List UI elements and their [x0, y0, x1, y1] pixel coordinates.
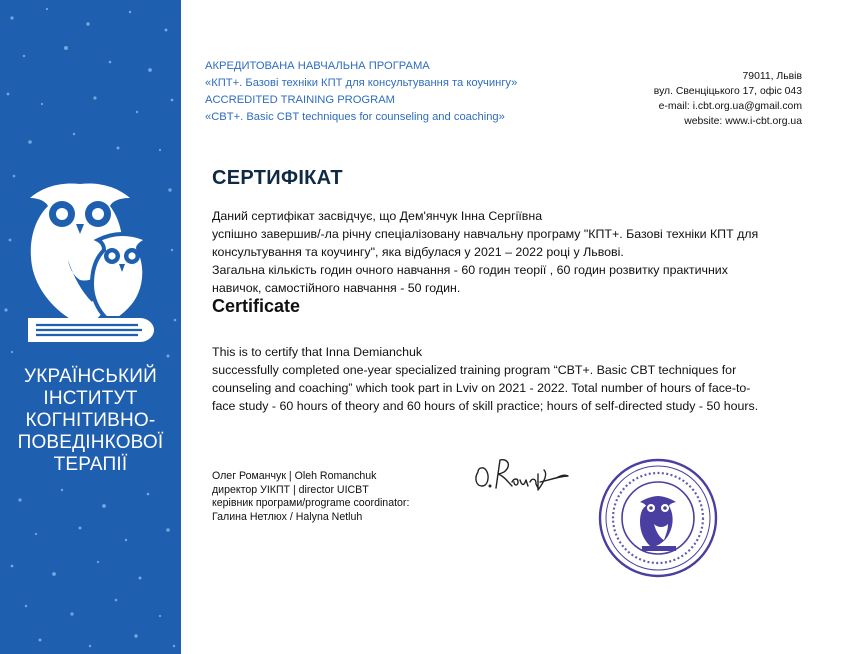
program-header-line: «КПТ+. Базові техніки КПТ для консультування та коучингу»	[205, 77, 518, 89]
certificate-title-ua: СЕРТИФІКАТ	[212, 167, 343, 189]
owl-mother-child-on-book-logo-icon	[22, 180, 162, 355]
certificate-body-en-line: successfully completed one-year specialized training program “CBT+. Basic CBT techniques for	[212, 363, 737, 377]
certificate-body-ua	[212, 207, 812, 297]
signatories-block	[212, 470, 409, 524]
institute-name-line: ПОВЕДІНКОВОЇ	[17, 432, 164, 453]
institute-name-line: КОГНІТИВНО-	[25, 410, 156, 431]
certificate-body-en	[212, 343, 822, 415]
signatory-line: керівник програми/programe coordinator:	[212, 497, 410, 509]
institute-name-line: ІНСТИТУТ	[43, 388, 138, 409]
contact-block	[654, 69, 802, 129]
certificate-body-en-line: This is to certify that Inna Demianchuk	[212, 345, 423, 359]
signatory-line: Олег Романчук | Oleh Romanchuk	[212, 470, 377, 482]
program-header	[205, 58, 517, 126]
handwritten-signature-icon	[468, 452, 578, 502]
certificate-body-ua-line: Даний сертифікат засвідчує, що Дем'янчук Інна Сергіївна	[212, 209, 543, 223]
institute-name	[0, 366, 181, 476]
certificate-body-ua-line: навичок, самостійного навчання - 50 годин.	[212, 281, 461, 295]
certificate-title-en: Certificate	[212, 296, 301, 316]
certificate-body-ua-line: успішно завершив/-ла річну спеціалізовану навчальну програму "КПТ+. Базові техніки КПТ для	[212, 227, 759, 241]
contact-city: 79011, Львів	[742, 71, 802, 82]
signatory-line: Галина Нетлюх / Halyna Netluh	[212, 510, 363, 523]
institute-round-seal-stamp-icon	[596, 456, 720, 580]
certificate-body-ua-line: Загальна кількість годин очного навчання - 60 годин теорії , 60 годин розвитку практичних	[212, 263, 728, 277]
institute-name-line: УКРАЇНСЬКИЙ	[24, 366, 157, 387]
contact-website: website: www.i-cbt.org.ua	[684, 116, 802, 127]
program-header-line: АКРЕДИТОВАНА НАВЧАЛЬНА ПРОГРАМА	[205, 60, 430, 72]
sidebar-panel	[0, 0, 181, 654]
program-header-line: «CBT+. Basic CBT techniques for counseling and coaching»	[205, 111, 505, 123]
certificate-body-en-line: counseling and coaching” which took part in Lviv on 2021 - 2022. Total number of hours of face-to-	[212, 381, 751, 395]
signatory-line: директор УІКПТ | director UICBT	[212, 483, 369, 496]
certificate-body-en-line: face study - 60 hours of theory and 60 hours of skill practice; hours of self-directed study - 50 hours.	[212, 399, 759, 413]
contact-email: e-mail: i.cbt.org.ua@gmail.com	[658, 101, 802, 112]
certificate-body-ua-line: консультування та коучингу", яка відбулася у 2021 – 2022 році у Львові.	[212, 245, 624, 259]
contact-street: вул. Свенціцького 17, офіс 043	[653, 86, 802, 97]
program-header-line: ACCREDITED TRAINING PROGRAM	[205, 94, 395, 106]
institute-name-line: ТЕРАПІЇ	[53, 454, 128, 475]
